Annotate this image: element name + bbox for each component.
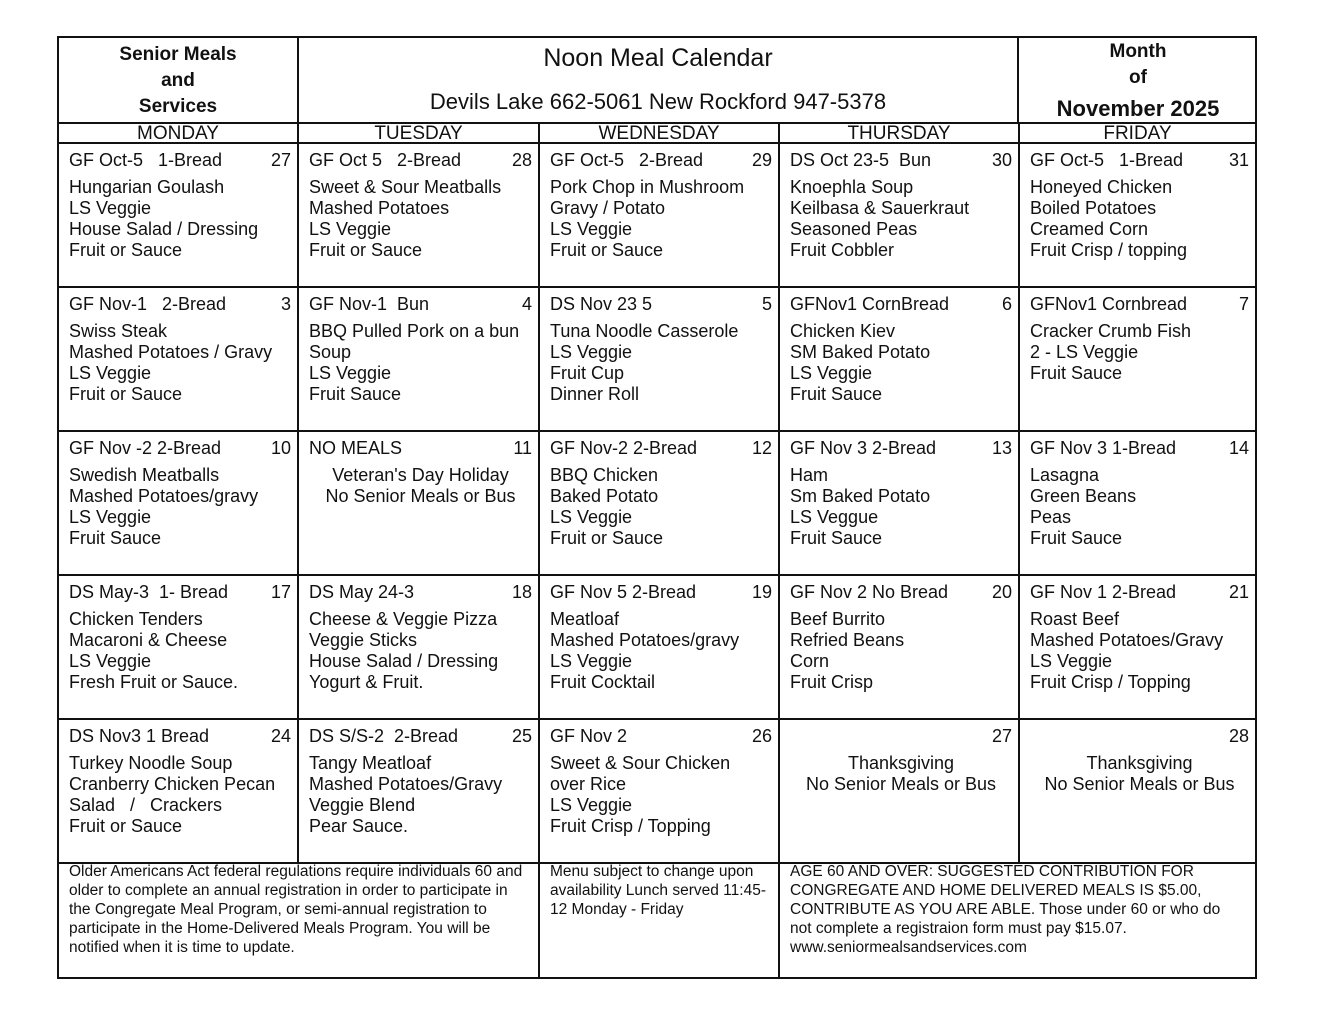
menu-item: Fruit or Sauce — [69, 816, 183, 836]
day-cell — [540, 576, 780, 720]
menu-item: Fruit Sauce — [790, 384, 883, 404]
day-cell — [780, 432, 1020, 576]
month-block — [1019, 38, 1257, 122]
org-name — [59, 38, 299, 122]
day-cell — [780, 288, 1020, 432]
menu-item: Tuna Noodle Casserole — [550, 321, 739, 341]
menu-item: No Senior Meals or Bus — [805, 774, 997, 794]
day-cell — [1020, 720, 1255, 864]
menu-item: Fruit or Sauce — [309, 240, 423, 260]
day-cell-header — [1030, 438, 1249, 459]
day-number: 18 — [511, 582, 532, 602]
day-header-friday: FRIDAY — [1103, 123, 1172, 144]
phone-numbers: Devils Lake 662-5061 New Rockford 947-5378 — [429, 89, 887, 114]
menu-item: over Rice — [550, 774, 627, 794]
diet-code: DS S/S-2 2-Bread — [309, 726, 459, 746]
menu-item: Fruit Cocktail — [550, 672, 656, 692]
menu-item: Swedish Meatballs — [69, 465, 220, 485]
diet-code: DS May 24-3 — [309, 582, 415, 602]
day-header-monday: MONDAY — [59, 124, 299, 142]
day-cell — [59, 720, 299, 864]
menu-item: Baked Potato — [550, 486, 659, 506]
day-cell-header — [69, 582, 291, 603]
day-number: 5 — [761, 294, 772, 314]
month-of-label: of — [1129, 67, 1147, 88]
day-cell — [540, 720, 780, 864]
weekday-header — [59, 122, 1255, 144]
day-number: 21 — [1228, 582, 1249, 602]
day-cell-header — [309, 294, 532, 315]
menu-item: Beef Burrito — [790, 609, 886, 629]
day-number: 11 — [513, 438, 532, 458]
day-number: 10 — [270, 438, 291, 458]
menu-item: Ham — [790, 465, 829, 485]
menu-item: Fruit Sauce — [309, 384, 402, 404]
day-number: 4 — [521, 294, 532, 314]
day-cell — [299, 576, 540, 720]
menu-item: Fruit Sauce — [1030, 528, 1123, 548]
footer-menu-note: Menu subject to change upon availability Lunch served 11:45-12 Monday - Friday — [540, 856, 780, 979]
day-cell-header — [790, 726, 1012, 747]
day-cell-header — [790, 294, 1012, 315]
menu-item: Soup — [309, 342, 352, 362]
menu-item: Swiss Steak — [69, 321, 168, 341]
menu-item: House Salad / Dressing — [69, 219, 259, 239]
diet-code: GF Nov 3 1-Bread — [1030, 438, 1177, 458]
menu-item: Fruit Sauce — [1030, 363, 1123, 383]
day-cell — [299, 288, 540, 432]
calendar-title-block — [299, 38, 1019, 122]
menu-item: Fruit or Sauce — [550, 528, 664, 548]
diet-code: DS Nov3 1 Bread — [69, 726, 210, 746]
menu-item: Cranberry Chicken Pecan — [69, 774, 276, 794]
diet-code: GF Nov-1 Bun — [309, 294, 430, 314]
menu-item: Fruit Cup — [550, 363, 625, 383]
day-number: 27 — [991, 726, 1012, 746]
day-header-wednesday: WEDNESDAY — [540, 124, 780, 142]
diet-code: NO MEALS — [309, 438, 403, 458]
day-number: 25 — [511, 726, 532, 746]
menu-item: Corn — [790, 651, 830, 671]
diet-code: GF Nov-1 2-Bread — [69, 294, 227, 314]
day-cell — [540, 288, 780, 432]
menu-item: 2 - LS Veggie — [1030, 342, 1139, 362]
menu-item: Fruit or Sauce — [69, 384, 183, 404]
day-cell — [540, 432, 780, 576]
menu-item: Sm Baked Potato — [790, 486, 931, 506]
org-line-2: and — [161, 70, 195, 91]
menu-item: Peas — [1030, 507, 1072, 527]
month-value: November 2025 — [1056, 96, 1220, 121]
menu-item: Sweet & Sour Chicken — [550, 753, 731, 773]
diet-code: GFNov1 CornBread — [790, 294, 950, 314]
day-header-tuesday: TUESDAY — [299, 124, 540, 142]
day-cell-header — [1030, 150, 1249, 171]
menu-item: LS Veggie — [550, 219, 633, 239]
diet-code: DS Nov 23 5 — [550, 294, 653, 314]
menu-item: LS Veggie — [1030, 651, 1113, 671]
day-number: 24 — [270, 726, 291, 746]
diet-code: GF Nov 3 2-Bread — [790, 438, 937, 458]
day-number: 27 — [270, 150, 291, 170]
menu-item: Creamed Corn — [1030, 219, 1149, 239]
menu-item: Fruit Sauce — [790, 528, 883, 548]
day-cell-header — [309, 726, 532, 747]
day-number: 19 — [751, 582, 772, 602]
menu-item: Fruit or Sauce — [550, 240, 664, 260]
day-cell — [780, 720, 1020, 864]
day-cell-header — [550, 438, 772, 459]
menu-item: Keilbasa & Sauerkraut — [790, 198, 970, 218]
diet-code: DS May-3 1- Bread — [69, 582, 229, 602]
day-cell-header — [1030, 726, 1249, 747]
menu-item: Mashed Potatoes / Gravy — [69, 342, 273, 362]
day-cell — [59, 576, 299, 720]
menu-item: LS Veggie — [550, 795, 633, 815]
day-cell — [299, 432, 540, 576]
day-cell — [59, 144, 299, 288]
diet-code: GF Nov -2 2-Bread — [69, 438, 222, 458]
day-cell-header — [1030, 582, 1249, 603]
day-cell-header — [69, 438, 291, 459]
menu-item: Refried Beans — [790, 630, 905, 650]
menu-item: Gravy / Potato — [550, 198, 666, 218]
menu-item: Veteran's Day Holiday — [332, 465, 509, 485]
menu-item: Mashed Potatoes/gravy — [550, 630, 740, 650]
menu-item: Fruit Crisp / Topping — [550, 816, 711, 836]
menu-item: LS Veggie — [790, 363, 873, 383]
menu-item: BBQ Chicken — [550, 465, 659, 485]
menu-item: Fresh Fruit or Sauce. — [69, 672, 239, 692]
footer-contribution-note: AGE 60 AND OVER: SUGGESTED CONTRIBUTION FOR CONGREGATE AND HOME DELIVERED MEALS IS $5.00, CONTRIBUTE AS YOU ARE ABLE. Those under 60 or who do not complete a registraion form must pay $15.07. www.seniormealsandservices.com — [790, 863, 1221, 956]
day-number: 7 — [1238, 294, 1249, 314]
menu-item: Green Beans — [1030, 486, 1137, 506]
menu-item: Dinner Roll — [550, 384, 640, 404]
footer-registration-note: Older Americans Act federal regulations require individuals 60 and older to complete an annual registration in order to participate in the Congregate Meal Program, or semi-annual registration to participate in the Home-Delivered Meals Program. You will be notified when it is time to update. — [59, 856, 540, 979]
day-cell-header — [790, 582, 1012, 603]
menu-item: Meatloaf — [550, 609, 620, 629]
menu-item: LS Veggie — [550, 507, 633, 527]
menu-item: LS Veggie — [69, 507, 152, 527]
day-number: 29 — [751, 150, 772, 170]
diet-code: GF Nov 2 — [550, 726, 628, 746]
day-cell — [1020, 144, 1255, 288]
day-cell-header — [550, 150, 772, 171]
menu-item: LS Veggie — [550, 651, 633, 671]
menu-item: LS Veggue — [790, 507, 879, 527]
menu-item: Tangy Meatloaf — [309, 753, 432, 773]
day-cell — [1020, 576, 1255, 720]
day-cell-header — [550, 294, 772, 315]
menu-item: LS Veggie — [550, 342, 633, 362]
day-number: 14 — [1228, 438, 1249, 458]
day-cell-header — [69, 294, 291, 315]
menu-item: Fruit Crisp — [790, 672, 874, 692]
menu-item: LS Veggie — [69, 651, 152, 671]
diet-code: GF Nov 2 No Bread — [790, 582, 949, 602]
day-header-thursday: THURSDAY — [780, 124, 1020, 142]
menu-item: Mashed Potatoes — [309, 198, 450, 218]
day-cell-header — [550, 582, 772, 603]
menu-item: Yogurt & Fruit. — [309, 672, 424, 692]
menu-item: Pear Sauce. — [309, 816, 409, 836]
menu-item: Fruit Cobbler — [790, 240, 895, 260]
menu-item: Turkey Noodle Soup — [69, 753, 233, 773]
diet-code: GF Oct-5 1-Bread — [69, 150, 223, 170]
menu-item: No Senior Meals or Bus — [1044, 774, 1235, 794]
menu-item: LS Veggie — [309, 363, 392, 383]
diet-code: GF Oct 5 2-Bread — [309, 150, 462, 170]
diet-code: GFNov1 Cornbread — [1030, 294, 1188, 314]
menu-item: Thanksgiving — [1086, 753, 1193, 773]
day-number: 6 — [1001, 294, 1012, 314]
day-cell-header — [790, 438, 1012, 459]
day-cell-header — [69, 150, 291, 171]
menu-item: Mashed Potatoes/Gravy — [1030, 630, 1224, 650]
menu-item: Roast Beef — [1030, 609, 1120, 629]
day-number: 13 — [991, 438, 1012, 458]
menu-item: Mashed Potatoes/Gravy — [309, 774, 503, 794]
diet-code: GF Oct-5 2-Bread — [550, 150, 704, 170]
menu-item: No Senior Meals or Bus — [325, 486, 516, 506]
menu-item: Honeyed Chicken — [1030, 177, 1173, 197]
menu-item: Cracker Crumb Fish — [1030, 321, 1192, 341]
day-cell-header — [309, 150, 532, 171]
menu-item: Boiled Potatoes — [1030, 198, 1157, 218]
menu-item: Fruit Crisp / topping — [1030, 240, 1188, 260]
day-cell — [299, 144, 540, 288]
menu-item: Macaroni & Cheese — [69, 630, 228, 650]
day-cell — [780, 144, 1020, 288]
day-cell-header — [790, 150, 1012, 171]
menu-item: Seasoned Peas — [790, 219, 918, 239]
diet-code: GF Nov-2 2-Bread — [550, 438, 698, 458]
menu-item: Veggie Sticks — [309, 630, 418, 650]
day-number: 30 — [991, 150, 1012, 170]
menu-item: LS Veggie — [69, 363, 152, 383]
day-number: 31 — [1228, 150, 1249, 170]
org-line-1: Senior Meals — [119, 44, 237, 65]
menu-item: Knoephla Soup — [790, 177, 914, 197]
menu-item: Pork Chop in Mushroom — [550, 177, 745, 197]
menu-item: Thanksgiving — [847, 753, 955, 773]
diet-code: GF Oct-5 1-Bread — [1030, 150, 1184, 170]
menu-item: LS Veggie — [69, 198, 152, 218]
month-label: Month — [1109, 41, 1167, 62]
menu-item: BBQ Pulled Pork on a bun — [309, 321, 520, 341]
menu-item: Fruit or Sauce — [69, 240, 183, 260]
org-line-3: Services — [138, 96, 218, 117]
menu-item: Hungarian Goulash — [69, 177, 225, 197]
menu-item: LS Veggie — [309, 219, 392, 239]
calendar — [57, 36, 1257, 979]
day-cell — [299, 720, 540, 864]
day-cell — [1020, 432, 1255, 576]
menu-item: Veggie Blend — [309, 795, 416, 815]
diet-code: GF Nov 5 2-Bread — [550, 582, 697, 602]
menu-item: SM Baked Potato — [790, 342, 931, 362]
day-cell — [780, 576, 1020, 720]
day-number: 20 — [991, 582, 1012, 602]
day-cell-header — [309, 582, 532, 603]
menu-item: Fruit Sauce — [69, 528, 162, 548]
day-cell-header — [309, 438, 532, 459]
day-number: 28 — [511, 150, 532, 170]
day-cell-header — [1030, 294, 1249, 315]
day-cell — [540, 144, 780, 288]
menu-item: Chicken Tenders — [69, 609, 203, 629]
day-number: 26 — [751, 726, 772, 746]
menu-item: Fruit Crisp / Topping — [1030, 672, 1191, 692]
diet-code: GF Nov 1 2-Bread — [1030, 582, 1177, 602]
menu-item: Mashed Potatoes/gravy — [69, 486, 259, 506]
day-number: 17 — [270, 582, 291, 602]
day-cell — [59, 432, 299, 576]
day-cell-header — [550, 726, 772, 747]
day-number: 3 — [280, 294, 291, 314]
menu-item: Salad / Crackers — [69, 795, 223, 815]
day-number: 12 — [751, 438, 772, 458]
diet-code: DS Oct 23-5 Bun — [790, 150, 932, 170]
day-cell-header — [69, 726, 291, 747]
menu-item: Cheese & Veggie Pizza — [309, 609, 498, 629]
day-number: 28 — [1228, 726, 1249, 746]
page-title: Noon Meal Calendar — [543, 44, 773, 72]
menu-item: Sweet & Sour Meatballs — [309, 177, 502, 197]
menu-item: Chicken Kiev — [790, 321, 896, 341]
day-cell — [59, 288, 299, 432]
menu-item: Lasagna — [1030, 465, 1100, 485]
menu-item: House Salad / Dressing — [309, 651, 499, 671]
day-cell — [1020, 288, 1255, 432]
